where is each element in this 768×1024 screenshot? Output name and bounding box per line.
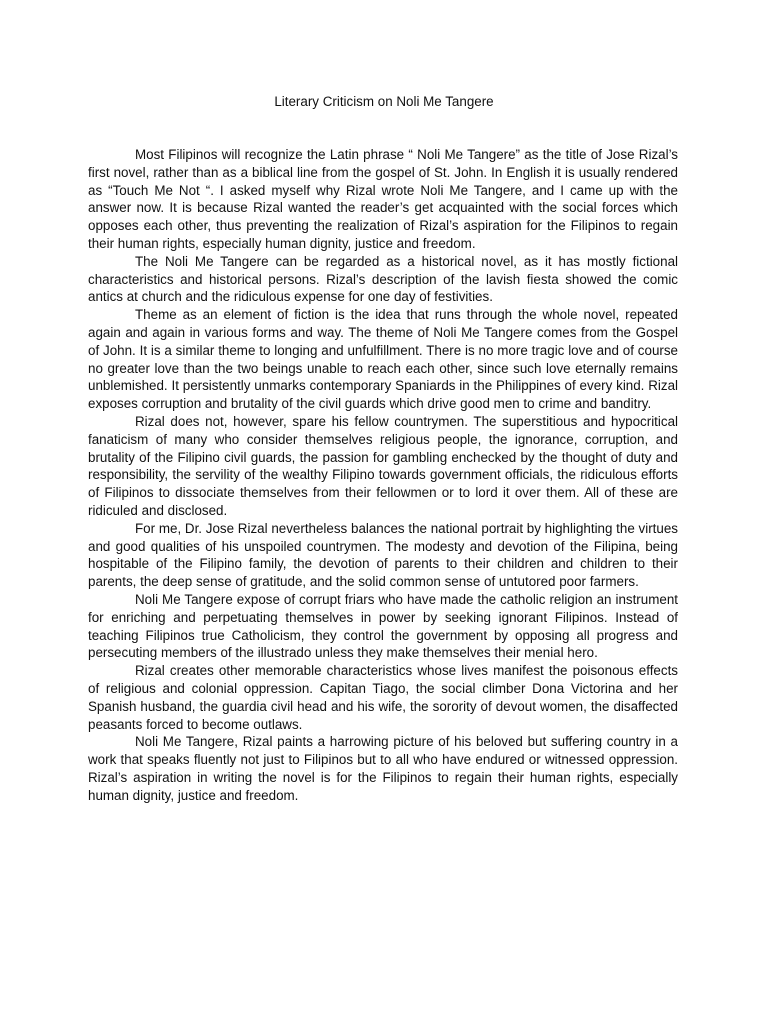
document-title: Literary Criticism on Noli Me Tangere	[274, 94, 494, 109]
paragraph-1: Most Filipinos will recognize the Latin phrase “ Noli Me Tangere” as the title of Jose Rizal’s first novel, rather than as a biblical line from the gospel of St. John. In English it is usually rendered as “Touch Me Not “. I asked myself why Rizal wrote Noli Me Tangere, and I came up with the answer now. It is because Rizal wanted the reader’s get acquainted with the social forces which opposes each other, thus preventing the realization of Rizal’s aspiration for the Filipinos to regain their human rights, especially human dignity, justice and freedom.	[88, 147, 678, 251]
paragraph-8: Noli Me Tangere, Rizal paints a harrowing picture of his beloved but suffering country in a work that speaks fluently not just to Filipinos but to all who have endured or witnessed oppression. Rizal’s aspiration in writing the novel is for the Filipinos to regain their human rights, especially human dignity, justice and freedom.	[88, 734, 678, 803]
paragraph-5: For me, Dr. Jose Rizal nevertheless balances the national portrait by highlighting the virtues and good qualities of his unspoiled countrymen. The modesty and devotion of the Filipina, being hospitable of the Filipino family, the devotion of parents to their children and children to their parents, the deep sense of gratitude, and the solid common sense of untutored poor farmers.	[88, 520, 678, 590]
paragraph-4: Rizal does not, however, spare his fellow countrymen. The superstitious and hypocritical fanaticism of many who consider themselves religious people, the ignorance, corruption, and brutality of the Filipino civil guards, the passion for gambling enchecked by the thought of duty and responsibility, the servility of the wealthy Filipino towards government officials, the ridiculous efforts of Filipinos to dissociate themselves from their fellowmen or to lord it over them. All of these are ridiculed and disclosed.	[88, 413, 678, 518]
document-body	[88, 146, 678, 804]
paragraph-3: Theme as an element of fiction is the idea that runs through the whole novel, repeated again and again in various forms and way. The theme of Noli Me Tangere comes from the Gospel of John. It is a similar theme to longing and unfulfillment. There is no more tragic love and of course no greater love than the two beings unable to reach each other, since such love eternally remains unblemished. It persistently unmarks contemporary Spaniards in the Philippines of every kind. Rizal exposes corruption and brutality of the civil guards which drive good men to crime and banditry.	[88, 307, 678, 412]
paragraph-2: The Noli Me Tangere can be regarded as a historical novel, as it has mostly fictional characteristics and historical persons. Rizal’s description of the lavish fiesta showed the comic antics at church and the ridiculous expense for one day of festivities.	[88, 253, 678, 305]
paragraph-7: Rizal creates other memorable characteristics whose lives manifest the poisonous effects of religious and colonial oppression. Capitan Tiago, the social climber Dona Victorina and her Spanish husband, the guardia civil head and his wife, the sorority of devout women, the disaffected peasants forced to become outlaws.	[88, 663, 678, 732]
paragraph-6: Noli Me Tangere expose of corrupt friars who have made the catholic religion an instrument for enriching and perpetuating themselves in power by seeking ignorant Filipinos. Instead of teaching Filipinos true Catholicism, they control the government by opposing all progress and persecuting members of the illustrado unless they make themselves their menial hero.	[88, 591, 678, 661]
